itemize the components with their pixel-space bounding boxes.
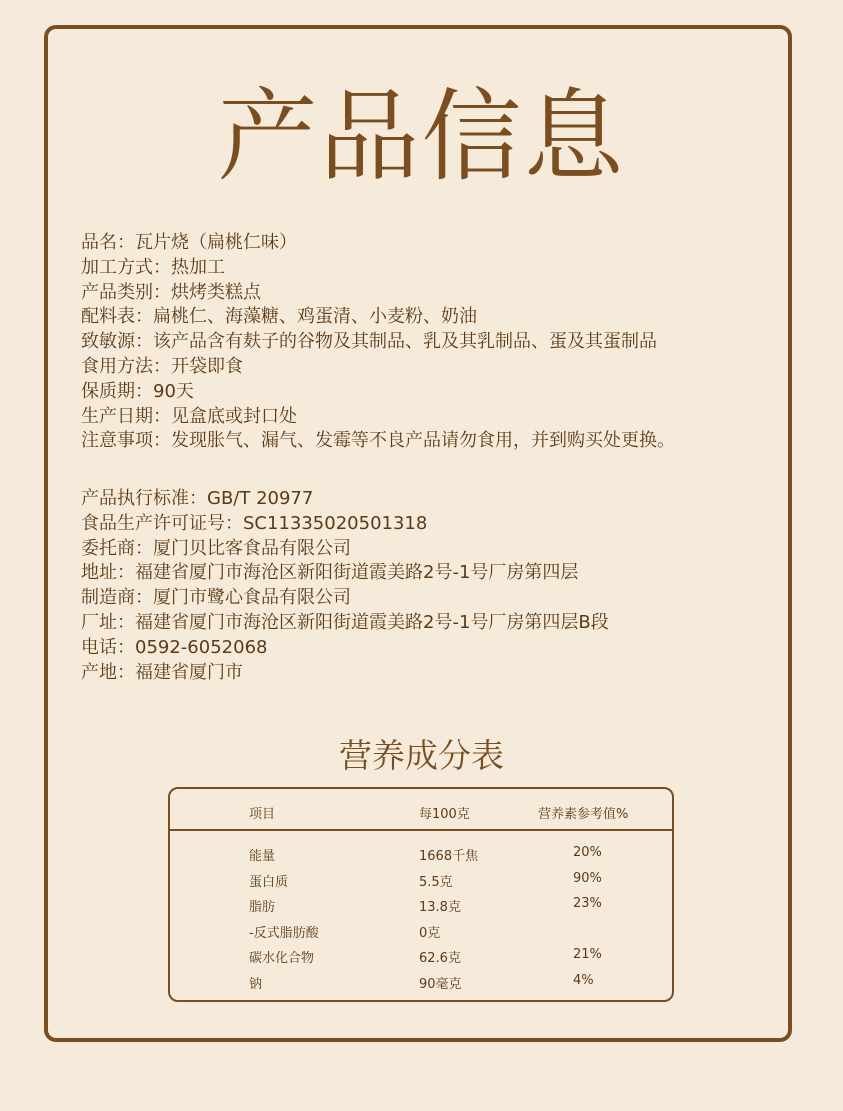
nutrition-table-header xyxy=(170,789,672,831)
nutrition-title: 营养成分表 xyxy=(339,736,504,775)
header-item: 项目 xyxy=(249,807,276,822)
nutrition-table xyxy=(168,787,674,1002)
processing-method-line: 加工方式：热加工 xyxy=(81,256,225,278)
table-row xyxy=(170,845,672,871)
row-nrv: 21% xyxy=(573,947,602,963)
row-amount: 5.5克 xyxy=(419,874,453,890)
manufacturer-info-block xyxy=(81,487,609,685)
row-amount: 1668千焦 xyxy=(419,849,479,864)
ingredients-line: 配料表：扁桃仁、海藻糖、鸡蛋清、小麦粉、奶油 xyxy=(81,306,477,328)
factory-address-line: 厂址：福建省厦门市海沧区新阳街道霞美路2号-1号厂房第四层B段 xyxy=(81,611,609,633)
production-date-line: 生产日期：见盒底或封口处 xyxy=(81,405,297,427)
product-name-line: 品名：瓦片烧（扁桃仁味） xyxy=(81,232,297,253)
row-item: 碳水化合物 xyxy=(249,951,315,967)
product-info-block xyxy=(81,231,675,454)
table-row xyxy=(170,973,672,999)
table-row xyxy=(170,922,672,948)
row-amount: 0克 xyxy=(419,925,441,941)
row-item: 蛋白质 xyxy=(249,874,289,890)
page-title: 产品信息 xyxy=(217,78,626,195)
row-nrv: 20% xyxy=(573,845,602,860)
client-line: 委托商：厦门贝比客食品有限公司 xyxy=(81,537,351,559)
phone-line: 电话：0592-6052068 xyxy=(81,636,268,658)
row-nrv: 23% xyxy=(573,896,602,912)
manufacturer-line: 制造商：厦门市鹭心食品有限公司 xyxy=(81,587,351,609)
header-per-100g: 每100克 xyxy=(419,807,470,822)
row-nrv: 4% xyxy=(573,972,594,988)
row-amount: 13.8克 xyxy=(419,900,461,916)
shelf-life-line: 保质期：90天 xyxy=(81,380,194,402)
row-amount: 90毫克 xyxy=(419,976,462,992)
row-item: -反式脂肪酸 xyxy=(249,925,319,941)
license-line: 食品生产许可证号：SC11335020501318 xyxy=(81,512,428,534)
standard-line: 产品执行标准：GB/T 20977 xyxy=(81,488,314,509)
row-item: 能量 xyxy=(249,849,276,864)
origin-line: 产地：福建省厦门市 xyxy=(81,661,243,683)
allergens-line: 致敏源：该产品含有麸子的谷物及其制品、乳及其乳制品、蛋及其蛋制品 xyxy=(81,331,657,353)
usage-line: 食用方法：开袋即食 xyxy=(81,355,243,377)
table-row xyxy=(170,896,672,922)
row-item: 脂肪 xyxy=(249,900,276,916)
product-category-line: 产品类别：烘烤类糕点 xyxy=(81,281,261,303)
header-nrv: 营养素参考值% xyxy=(538,807,629,822)
table-row xyxy=(170,947,672,973)
row-amount: 62.6克 xyxy=(419,951,461,967)
nutrition-rows xyxy=(170,845,672,999)
notice-line: 注意事项：发现胀气、漏气、发霉等不良产品请勿食用，并到购买处更换。 xyxy=(81,430,675,452)
table-row xyxy=(170,871,672,897)
row-item: 钠 xyxy=(249,976,263,992)
row-nrv: 90% xyxy=(573,870,602,886)
client-address-line: 地址：福建省厦门市海沧区新阳街道霞美路2号-1号厂房第四层 xyxy=(81,562,579,584)
